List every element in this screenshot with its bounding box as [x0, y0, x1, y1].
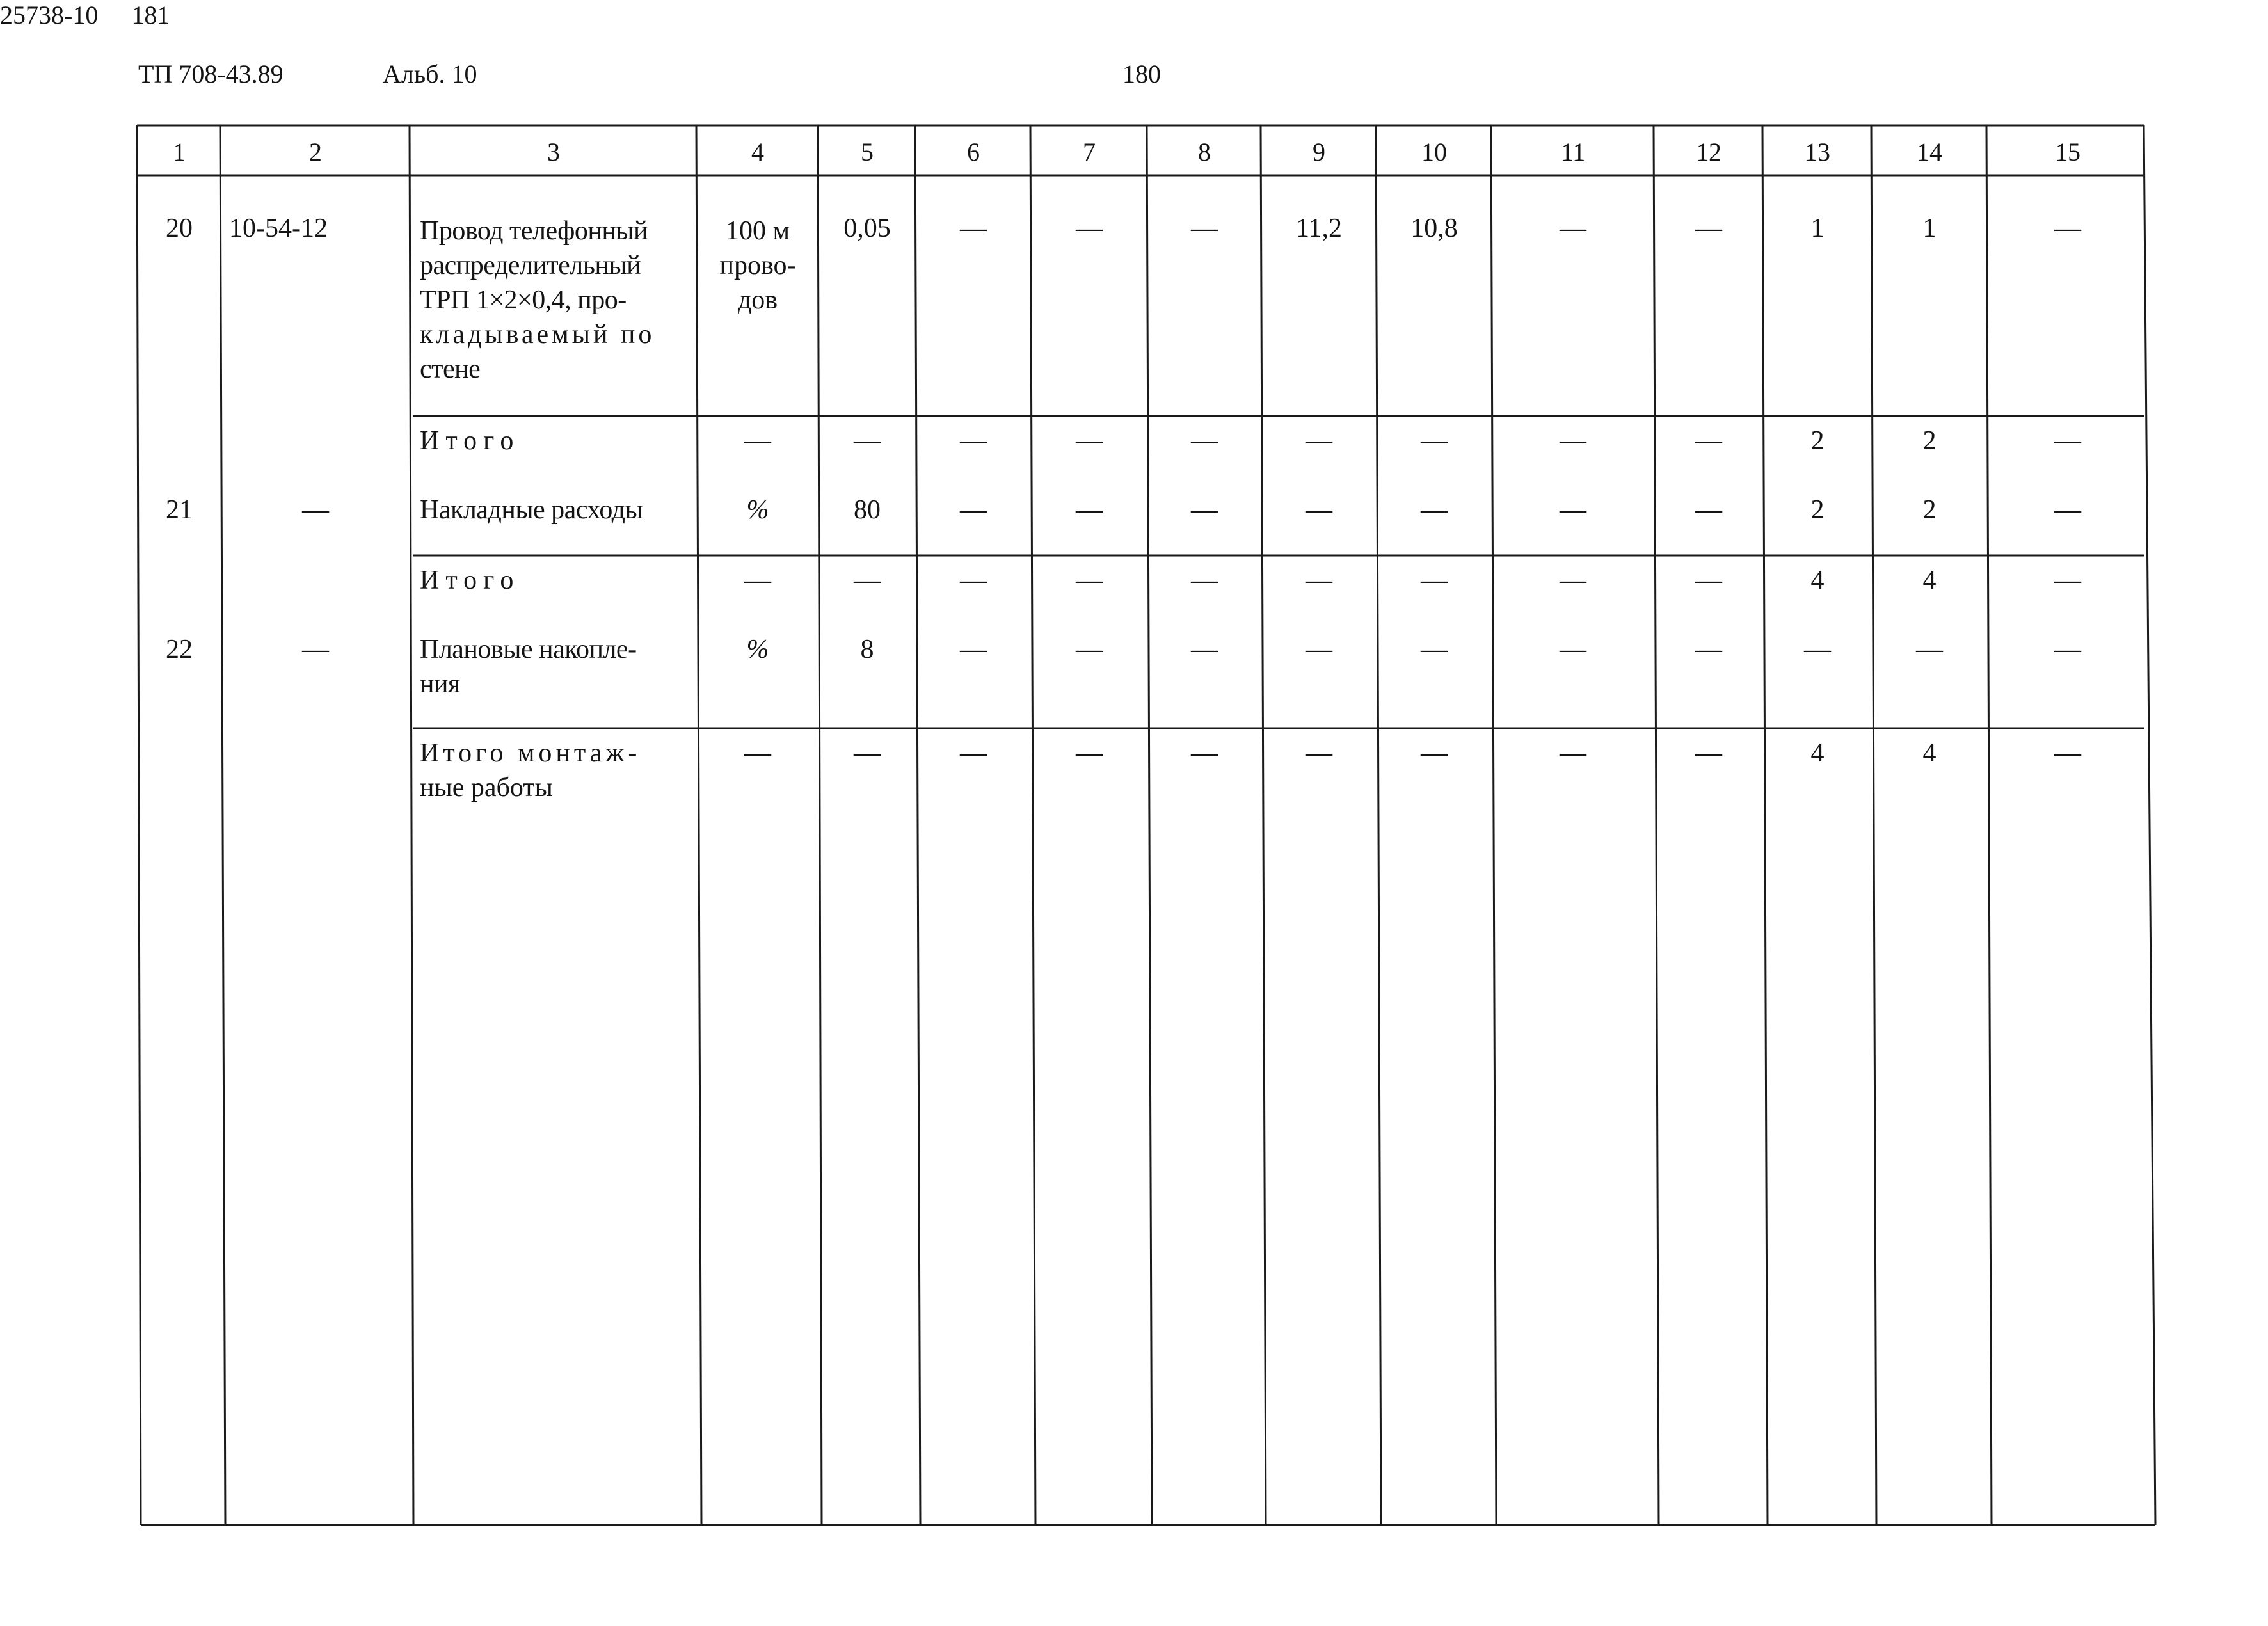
- cell-c11: —: [1560, 426, 1586, 456]
- column-number: 6: [967, 138, 980, 166]
- cell-c8: —: [1191, 635, 1218, 664]
- cell-c9: 11,2: [1296, 214, 1342, 243]
- cell-c9: —: [1306, 566, 1332, 595]
- price-code: —: [302, 495, 329, 525]
- cell-c5: 0,05: [843, 214, 891, 243]
- cell-c15: —: [2054, 738, 2081, 768]
- description-line: Итого монтаж-: [420, 738, 641, 768]
- cell-c12: —: [1695, 426, 1722, 456]
- cell-c12: —: [1695, 495, 1722, 525]
- cell-c12: —: [1695, 566, 1722, 595]
- cell-c14: 2: [1922, 426, 1937, 456]
- document-code: ТП 708-43.89: [138, 60, 284, 88]
- cell-c5: —: [854, 738, 881, 768]
- cell-c7: —: [1076, 635, 1103, 664]
- cell-c13: 2: [1810, 426, 1825, 456]
- cell-c6: —: [960, 635, 987, 664]
- description-line: ния: [420, 669, 460, 699]
- cell-c7: —: [1076, 738, 1103, 768]
- cell-c15: —: [2054, 635, 2081, 664]
- row-number: 22: [166, 635, 193, 664]
- cell-c7: —: [1076, 214, 1103, 243]
- cell-c13: 1: [1810, 214, 1825, 243]
- cell-c14: 1: [1922, 214, 1937, 243]
- footer-code: 25738-10: [0, 1, 99, 29]
- description-line: кладываемый по: [420, 320, 655, 349]
- column-number: 12: [1696, 138, 1721, 166]
- cell-c10: —: [1421, 738, 1448, 768]
- footer-page-number: 181: [131, 1, 170, 29]
- cell-c6: —: [960, 566, 987, 595]
- cell-c10: —: [1421, 495, 1448, 525]
- price-code: —: [302, 635, 329, 664]
- cell-c8: —: [1191, 426, 1218, 456]
- cell-c13: —: [1804, 635, 1831, 664]
- description-line: Провод телефонный: [420, 216, 648, 246]
- description-line: ТРП 1×2×0,4, про-: [420, 285, 627, 315]
- cell-c8: —: [1191, 495, 1218, 525]
- item-description: Накладные расходы: [420, 495, 643, 525]
- unit: —: [744, 738, 771, 768]
- cell-c10: 10,8: [1410, 214, 1458, 243]
- column-number: 5: [861, 138, 874, 166]
- cell-c12: —: [1695, 214, 1722, 243]
- description-line: Плановые накопле-: [420, 635, 637, 664]
- row-number: 20: [166, 214, 193, 243]
- item-description: [420, 214, 655, 387]
- price-code: 10-54-12: [229, 214, 328, 243]
- cell-c11: —: [1560, 738, 1586, 768]
- unit: %: [746, 495, 769, 525]
- cell-c11: —: [1560, 214, 1586, 243]
- column-number: 4: [751, 138, 764, 166]
- cell-c11: —: [1560, 495, 1586, 525]
- unit: %: [746, 635, 769, 664]
- description-line: стене: [420, 355, 481, 384]
- cell-c5: —: [854, 566, 881, 595]
- item-description: Итого: [420, 566, 520, 595]
- cell-c9: —: [1306, 495, 1332, 525]
- cell-c14: 2: [1922, 495, 1937, 525]
- unit-line: дов: [737, 285, 778, 315]
- cell-c13: 2: [1810, 495, 1825, 525]
- cell-c7: —: [1076, 426, 1103, 456]
- item-description: [420, 632, 637, 701]
- cell-c6: —: [960, 214, 987, 243]
- cell-c11: —: [1560, 566, 1586, 595]
- cell-c6: —: [960, 426, 987, 456]
- cell-c10: —: [1421, 426, 1448, 456]
- page-number: 180: [1122, 60, 1161, 88]
- cell-c15: —: [2054, 214, 2081, 243]
- column-number: 15: [2055, 138, 2080, 166]
- column-number: 9: [1313, 138, 1325, 166]
- cell-c5: 80: [854, 495, 881, 525]
- cell-c11: —: [1560, 635, 1586, 664]
- cell-c13: 4: [1810, 738, 1825, 768]
- cell-c12: —: [1695, 738, 1722, 768]
- cell-c10: —: [1421, 566, 1448, 595]
- column-number: 7: [1083, 138, 1096, 166]
- unit-line: прово-: [719, 251, 796, 280]
- description-line: ные работы: [420, 773, 553, 802]
- column-number: 8: [1198, 138, 1211, 166]
- column-number: 14: [1917, 138, 1942, 166]
- cell-c5: —: [854, 426, 881, 456]
- cell-c14: —: [1916, 635, 1943, 664]
- cell-c9: —: [1306, 635, 1332, 664]
- column-number: 2: [309, 138, 322, 166]
- cell-c7: —: [1076, 495, 1103, 525]
- column-number: 11: [1560, 138, 1586, 166]
- album-number: Альб. 10: [383, 60, 477, 88]
- description-line: распределительный: [420, 251, 641, 280]
- cell-c13: 4: [1810, 566, 1825, 595]
- cell-c9: —: [1306, 738, 1332, 768]
- column-number: 10: [1421, 138, 1447, 166]
- cell-c8: —: [1191, 214, 1218, 243]
- cell-c6: —: [960, 495, 987, 525]
- unit: —: [744, 426, 771, 456]
- cell-c15: —: [2054, 495, 2081, 525]
- cell-c8: —: [1191, 738, 1218, 768]
- cell-c8: —: [1191, 566, 1218, 595]
- unit: [698, 214, 818, 317]
- column-number: 13: [1805, 138, 1830, 166]
- cell-c10: —: [1421, 635, 1448, 664]
- cell-c14: 4: [1922, 566, 1937, 595]
- cell-c9: —: [1306, 426, 1332, 456]
- column-number: 1: [173, 138, 186, 166]
- unit: —: [744, 566, 771, 595]
- cell-c15: —: [2054, 426, 2081, 456]
- cell-c14: 4: [1922, 738, 1937, 768]
- item-description: [420, 736, 641, 805]
- cell-c6: —: [960, 738, 987, 768]
- row-number: 21: [166, 495, 193, 525]
- item-description: Итого: [420, 426, 520, 456]
- unit-line: 100 м: [725, 216, 790, 246]
- cell-c5: 8: [860, 635, 874, 664]
- cell-c15: —: [2054, 566, 2081, 595]
- column-number: 3: [547, 138, 560, 166]
- cell-c7: —: [1076, 566, 1103, 595]
- page-footer: [0, 0, 2268, 30]
- cell-c12: —: [1695, 635, 1722, 664]
